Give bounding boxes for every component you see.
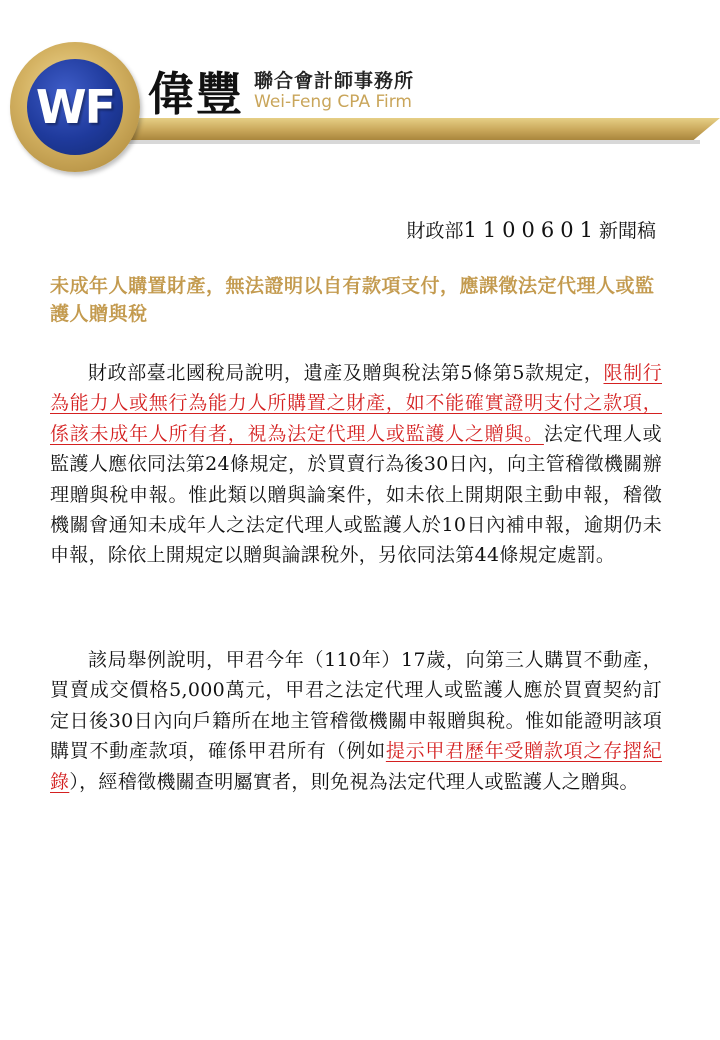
paragraph-1-text-a: 財政部臺北國稅局說明，遺產及贈與稅法第5條第5款規定， xyxy=(88,362,604,384)
paragraph-2-text-a: 該局舉例說明，甲君今年（110年）17歲，向第三人購買不動產，買賣成交價格5,000萬元，甲君之法定代理人或監護人應於買賣契約訂定日後30日內向戶籍所在地主管稽徵機關申報贈與稅。惟如能證明該項購買不動產款項，確係甲君所有（例如 xyxy=(50,649,662,763)
headline: 未成年人購置財產，無法證明以自有款項支付，應課徵法定代理人或監護人贈與稅 xyxy=(50,275,655,325)
paragraph-1-text-b: 法定代理人或監護人應依同法第24條規定，於買賣行為後30日內，向主管稽徵機關辦理贈與稅申報。惟此類以贈與論案件，如未依上開期限主動申報，稽徵機關會通知未成年人之法定代理人或監護人於10日內補申報，逾期仍未申報，除依上開規定以贈與論課稅外，另依同法第44條規定處罰。 xyxy=(50,422,662,567)
press-release-id xyxy=(406,216,656,243)
paragraph-2 xyxy=(50,645,662,797)
paragraph-1-highlight: 限制行為能力人或無行為能力人所購置之財產，如不能確實證明支付之款項，係該未成年人所有者，視為法定代理人或監護人之贈與。 xyxy=(50,362,662,445)
letterhead-bar-shadow xyxy=(60,140,700,144)
paragraph-2-highlight: 提示甲君歷年受贈款項之存摺紀錄 xyxy=(50,740,662,793)
paragraph-2-text-b: ），經稽徵機關查明屬實者，則免視為法定代理人或監護人之贈與。 xyxy=(69,770,639,793)
brand-subtitle-zh: 聯合會計師事務所 xyxy=(254,70,415,92)
press-suffix: 新聞稿 xyxy=(598,220,656,242)
brand-name: 偉豐 xyxy=(148,67,244,121)
brand-subtitle-en: Wei-Feng CPA Firm xyxy=(254,92,412,112)
letterhead xyxy=(0,0,720,190)
logo-text: WF xyxy=(35,80,115,134)
press-number: 1100601 xyxy=(463,218,599,242)
paragraph-1 xyxy=(50,358,662,571)
wf-logo-icon xyxy=(27,59,123,155)
press-prefix: 財政部 xyxy=(406,220,464,242)
